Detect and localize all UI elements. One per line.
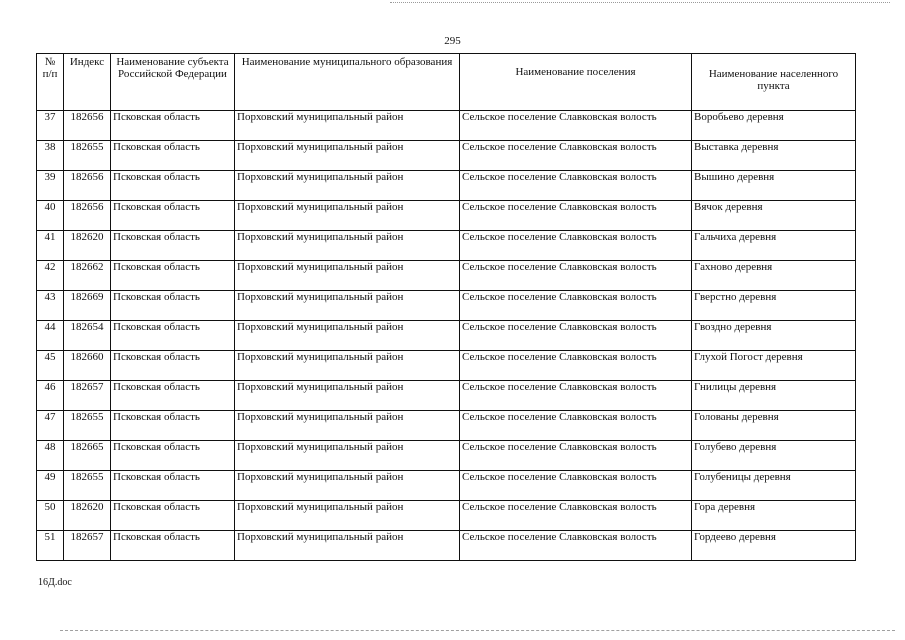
cell-number: 45 [37, 351, 64, 381]
table-row [37, 141, 856, 171]
cell-subject: Псковская область [111, 171, 235, 201]
table-row [37, 231, 856, 261]
table-row [37, 501, 856, 531]
cell-municipality: Порховский муниципальный район [235, 231, 460, 261]
cell-municipality: Порховский муниципальный район [235, 381, 460, 411]
settlements-table [36, 53, 856, 561]
cell-locality: Голованы деревня [692, 411, 856, 441]
table-row [37, 411, 856, 441]
cell-settlement: Сельское поселение Славковская волость [460, 381, 692, 411]
cell-number: 43 [37, 291, 64, 321]
cell-index: 182656 [64, 201, 111, 231]
cell-subject: Псковская область [111, 111, 235, 141]
cell-settlement: Сельское поселение Славковская волость [460, 441, 692, 471]
cell-subject: Псковская область [111, 531, 235, 561]
cell-number: 39 [37, 171, 64, 201]
cell-index: 182620 [64, 501, 111, 531]
cell-index: 182654 [64, 321, 111, 351]
header-municipality: Наименование муниципального образования [235, 54, 460, 111]
cell-index: 182660 [64, 351, 111, 381]
header-settlement: Наименование поселения [460, 54, 692, 111]
cell-settlement: Сельское поселение Славковская волость [460, 111, 692, 141]
cell-settlement: Сельское поселение Славковская волость [460, 291, 692, 321]
cell-locality: Воробьево деревня [692, 111, 856, 141]
cell-municipality: Порховский муниципальный район [235, 171, 460, 201]
cell-locality: Гверстно деревня [692, 291, 856, 321]
footer-filename: 16Д.doc [38, 577, 72, 588]
cell-municipality: Порховский муниципальный район [235, 441, 460, 471]
cell-number: 40 [37, 201, 64, 231]
cell-subject: Псковская область [111, 411, 235, 441]
table-row [37, 171, 856, 201]
cell-locality: Гахново деревня [692, 261, 856, 291]
table-row [37, 291, 856, 321]
cell-subject: Псковская область [111, 141, 235, 171]
cell-municipality: Порховский муниципальный район [235, 471, 460, 501]
cell-subject: Псковская область [111, 261, 235, 291]
cell-number: 48 [37, 441, 64, 471]
table-row [37, 531, 856, 561]
cell-locality: Вышино деревня [692, 171, 856, 201]
cell-number: 51 [37, 531, 64, 561]
cell-number: 38 [37, 141, 64, 171]
cell-settlement: Сельское поселение Славковская волость [460, 501, 692, 531]
cell-subject: Псковская область [111, 381, 235, 411]
cell-number: 49 [37, 471, 64, 501]
cell-subject: Псковская область [111, 471, 235, 501]
header-number: № п/п [37, 54, 64, 111]
header-locality: Наименование населенного пункта [692, 54, 856, 111]
cell-index: 182662 [64, 261, 111, 291]
page-number: 295 [444, 35, 461, 47]
table-row [37, 201, 856, 231]
cell-municipality: Порховский муниципальный район [235, 201, 460, 231]
cell-subject: Псковская область [111, 441, 235, 471]
table-row [37, 441, 856, 471]
cell-index: 182669 [64, 291, 111, 321]
cell-index: 182657 [64, 531, 111, 561]
cell-locality: Гнилицы деревня [692, 381, 856, 411]
cell-settlement: Сельское поселение Славковская волость [460, 471, 692, 501]
table-row [37, 381, 856, 411]
cell-municipality: Порховский муниципальный район [235, 351, 460, 381]
cell-index: 182656 [64, 171, 111, 201]
table-header-row [37, 54, 856, 111]
cell-subject: Псковская область [111, 501, 235, 531]
table-row [37, 351, 856, 381]
cell-subject: Псковская область [111, 201, 235, 231]
cell-index: 182655 [64, 141, 111, 171]
cell-index: 182665 [64, 441, 111, 471]
cell-settlement: Сельское поселение Славковская волость [460, 201, 692, 231]
cell-locality: Гальчиха деревня [692, 231, 856, 261]
cell-municipality: Порховский муниципальный район [235, 501, 460, 531]
table-row [37, 471, 856, 501]
table-row [37, 111, 856, 141]
cell-settlement: Сельское поселение Славковская волость [460, 171, 692, 201]
cell-number: 47 [37, 411, 64, 441]
scan-artifact-top [390, 2, 890, 3]
cell-subject: Псковская область [111, 351, 235, 381]
cell-locality: Голубево деревня [692, 441, 856, 471]
table-body [37, 111, 856, 561]
cell-settlement: Сельское поселение Славковская волость [460, 531, 692, 561]
cell-settlement: Сельское поселение Славковская волость [460, 141, 692, 171]
cell-municipality: Порховский муниципальный район [235, 321, 460, 351]
cell-municipality: Порховский муниципальный район [235, 141, 460, 171]
cell-locality: Выставка деревня [692, 141, 856, 171]
cell-locality: Вячок деревня [692, 201, 856, 231]
cell-number: 44 [37, 321, 64, 351]
cell-index: 182620 [64, 231, 111, 261]
table-row [37, 261, 856, 291]
cell-number: 42 [37, 261, 64, 291]
cell-municipality: Порховский муниципальный район [235, 411, 460, 441]
cell-municipality: Порховский муниципальный район [235, 291, 460, 321]
cell-settlement: Сельское поселение Славковская волость [460, 231, 692, 261]
cell-locality: Глухой Погост деревня [692, 351, 856, 381]
cell-locality: Голубеницы деревня [692, 471, 856, 501]
cell-number: 50 [37, 501, 64, 531]
table-row [37, 321, 856, 351]
cell-subject: Псковская область [111, 291, 235, 321]
header-index: Индекс [64, 54, 111, 111]
cell-settlement: Сельское поселение Славковская волость [460, 261, 692, 291]
cell-locality: Гвоздно деревня [692, 321, 856, 351]
cell-locality: Гордеево деревня [692, 531, 856, 561]
cell-number: 41 [37, 231, 64, 261]
scan-artifact-bottom [60, 630, 895, 631]
cell-index: 182655 [64, 411, 111, 441]
cell-municipality: Порховский муниципальный район [235, 531, 460, 561]
cell-municipality: Порховский муниципальный район [235, 261, 460, 291]
cell-number: 46 [37, 381, 64, 411]
cell-municipality: Порховский муниципальный район [235, 111, 460, 141]
cell-index: 182656 [64, 111, 111, 141]
cell-number: 37 [37, 111, 64, 141]
cell-subject: Псковская область [111, 231, 235, 261]
cell-index: 182655 [64, 471, 111, 501]
cell-settlement: Сельское поселение Славковская волость [460, 411, 692, 441]
cell-index: 182657 [64, 381, 111, 411]
cell-locality: Гора деревня [692, 501, 856, 531]
cell-subject: Псковская область [111, 321, 235, 351]
cell-settlement: Сельское поселение Славковская волость [460, 321, 692, 351]
cell-settlement: Сельское поселение Славковская волость [460, 351, 692, 381]
header-subject: Наименование субъекта Российской Федерации [111, 54, 235, 111]
